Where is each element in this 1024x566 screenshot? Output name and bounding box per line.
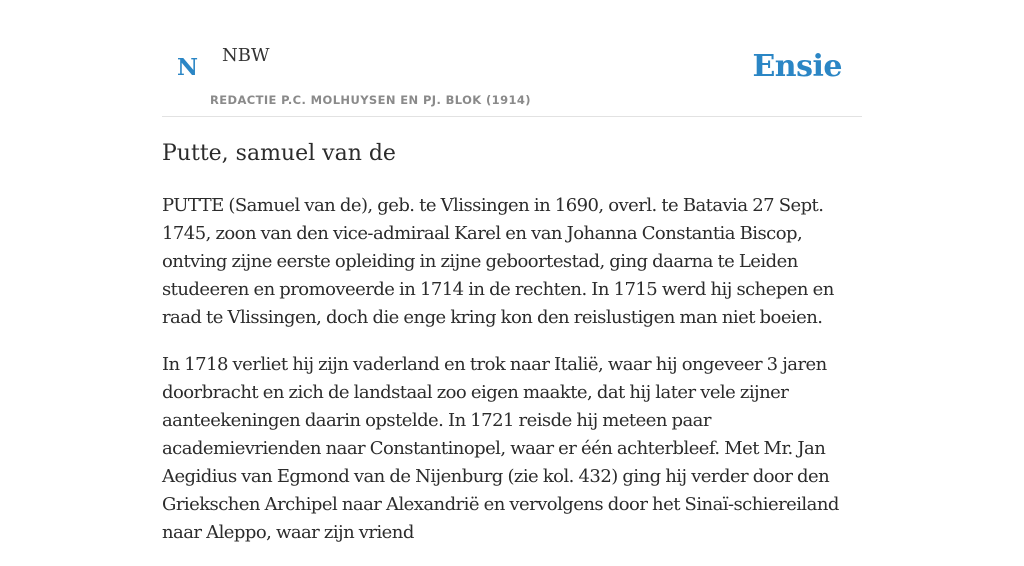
source-editor: REDACTIE P.C. MOLHUYSEN EN PJ. BLOK (1914)	[210, 93, 531, 107]
article-paragraph: PUTTE (Samuel van de), geb. te Vlissingen in 1690, overl. te Batavia 27 Sept. 1745, zoon van den vice-admiraal Karel en van Johanna Constantia Biscop, ontving zijne eerste opleiding in zijne geboortestad, ging daarna te Leiden studeeren en promoveerde in 1714 in de rechten. In 1715 werd hij schepen en raad te Vlissingen, doch die enge kring kon den reislustigen man niet boeien.	[162, 195, 834, 328]
article-paragraph: In 1718 verliet hij zijn vaderland en trok naar Italië, waar hij ongeveer 3 jaren doorbracht en zich de landstaal zoo eigen maakte, dat hij later vele zijner aanteekeningen daarin opstelde. In 1721 reisde hij meteen paar academievrienden naar Constantinopel, waar er één achterbleef. Met Mr. Jan Aegidius van Egmond van de Nijenburg (zie kol. 432) ging hij verder door den Griekschen Archipel naar Alexandrië en vervolgens door het Sinaï-schiereiland naar Aleppo, waar zijn vriend	[162, 354, 839, 543]
article-body	[162, 192, 862, 566]
site-header	[162, 0, 862, 117]
source-logo[interactable]: N	[177, 54, 199, 81]
page	[162, 0, 862, 543]
brand-logo[interactable]: Ensie	[752, 49, 842, 84]
source-name[interactable]: NBW	[222, 45, 270, 66]
article-title: Putte, samuel van de	[162, 141, 396, 166]
